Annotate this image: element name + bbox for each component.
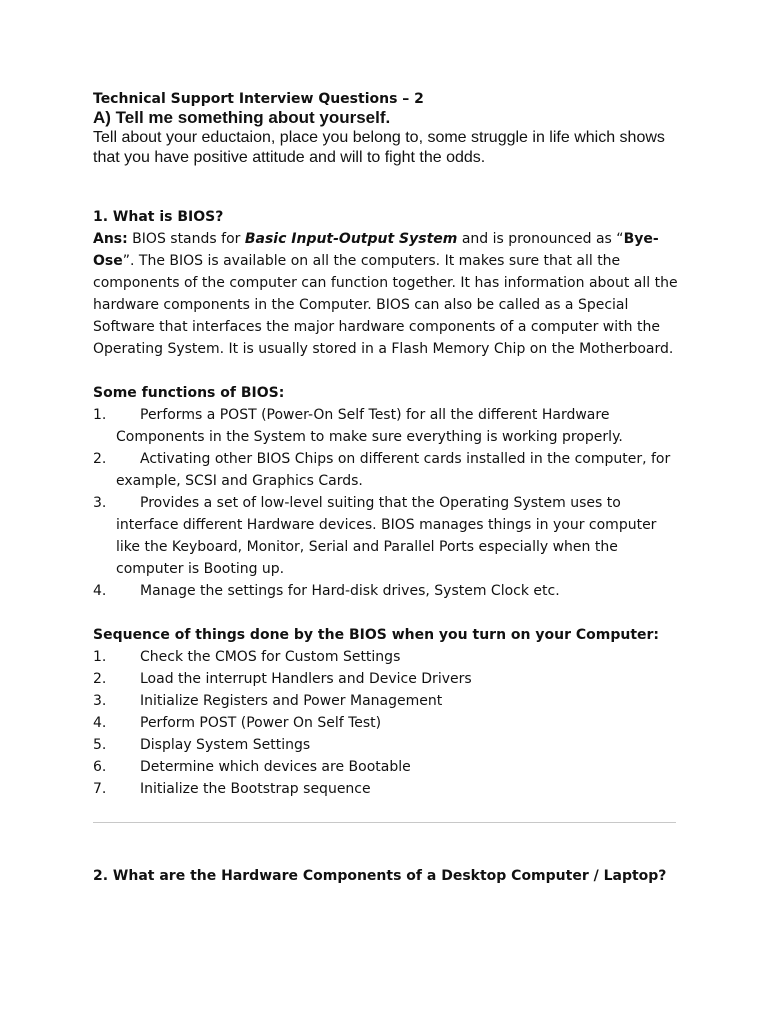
answer-pronunciation: Bye-Ose (93, 231, 659, 269)
item-text: Load the interrupt Handlers and Device Drivers (140, 671, 472, 687)
item-text: Determine which devices are Bootable (140, 759, 411, 775)
item-number: 5. (93, 737, 107, 753)
list-item (93, 646, 683, 668)
item-number: 4. (93, 715, 107, 731)
item-text: Check the CMOS for Custom Settings (140, 649, 401, 665)
answer-1 (93, 228, 683, 360)
list-item (93, 580, 683, 602)
list-item (93, 756, 683, 778)
answer-bios-expansion: Basic Input-Output System (244, 231, 458, 247)
spacer (93, 602, 683, 624)
answer-text-b: and is pronounced as “ (457, 231, 624, 247)
item-number: 7. (93, 781, 107, 797)
intro-hint: Tell about your eductaion, place you belong to, some struggle in life which shows that you have positive attitude and will to fight the odds. (93, 129, 665, 166)
list-item (93, 712, 683, 734)
item-text: Perform POST (Power On Self Test) (140, 715, 382, 731)
item-number: 2. (93, 451, 107, 467)
document-title: Technical Support Interview Questions – 2 (93, 91, 424, 107)
sequence-heading: Sequence of things done by the BIOS when you turn on your Computer: (93, 627, 660, 643)
item-text: Initialize Registers and Power Management (140, 693, 443, 709)
functions-list (93, 404, 683, 602)
list-item (93, 734, 683, 756)
answer-label: Ans: (93, 231, 128, 247)
divider (93, 822, 676, 823)
answer-text-a: BIOS stands for (127, 231, 245, 247)
item-text: Initialize the Bootstrap sequence (140, 781, 371, 797)
list-item (93, 448, 683, 492)
answer-text-c: ”. The BIOS is available on all the computers. It makes sure that all the components of the computer can function together. It has information about all the hardware components in the Computer. BIOS can also be called as a Special Software that interfaces the major hardware components of a computer with the Operating System. It is usually stored in a Flash Memory Chip on the Motherboard. (93, 253, 678, 357)
question-1: 1. What is BIOS? (93, 209, 224, 225)
item-text: Performs a POST (Power-On Self Test) for all the different Hardware Components in the System to make sure everything is working properly. (116, 407, 623, 445)
item-number: 4. (93, 583, 107, 599)
functions-heading: Some functions of BIOS: (93, 385, 285, 401)
item-text: Provides a set of low-level suiting that the Operating System uses to interface different Hardware devices. BIOS manages things in your computer like the Keyboard, Monitor, Serial and Parallel Ports especially when the computer is Booting up. (116, 495, 657, 577)
list-item (93, 492, 683, 580)
item-number: 1. (93, 407, 107, 423)
item-number: 1. (93, 649, 107, 665)
question-2: 2. What are the Hardware Components of a Desktop Computer / Laptop? (93, 868, 667, 884)
item-text: Display System Settings (140, 737, 311, 753)
list-item (93, 690, 683, 712)
item-number: 3. (93, 693, 107, 709)
item-number: 2. (93, 671, 107, 687)
item-text: Activating other BIOS Chips on different cards installed in the computer, for example, SCSI and Graphics Cards. (116, 451, 671, 489)
list-item (93, 404, 683, 448)
item-number: 6. (93, 759, 107, 775)
spacer (93, 360, 683, 382)
item-number: 3. (93, 495, 107, 511)
sequence-list (93, 646, 683, 800)
item-text: Manage the settings for Hard-disk drives, System Clock etc. (140, 583, 560, 599)
intro-heading: A) Tell me something about yourself. (93, 108, 391, 127)
document-body (93, 90, 683, 800)
spacer (93, 168, 683, 206)
list-item (93, 668, 683, 690)
list-item (93, 778, 683, 800)
